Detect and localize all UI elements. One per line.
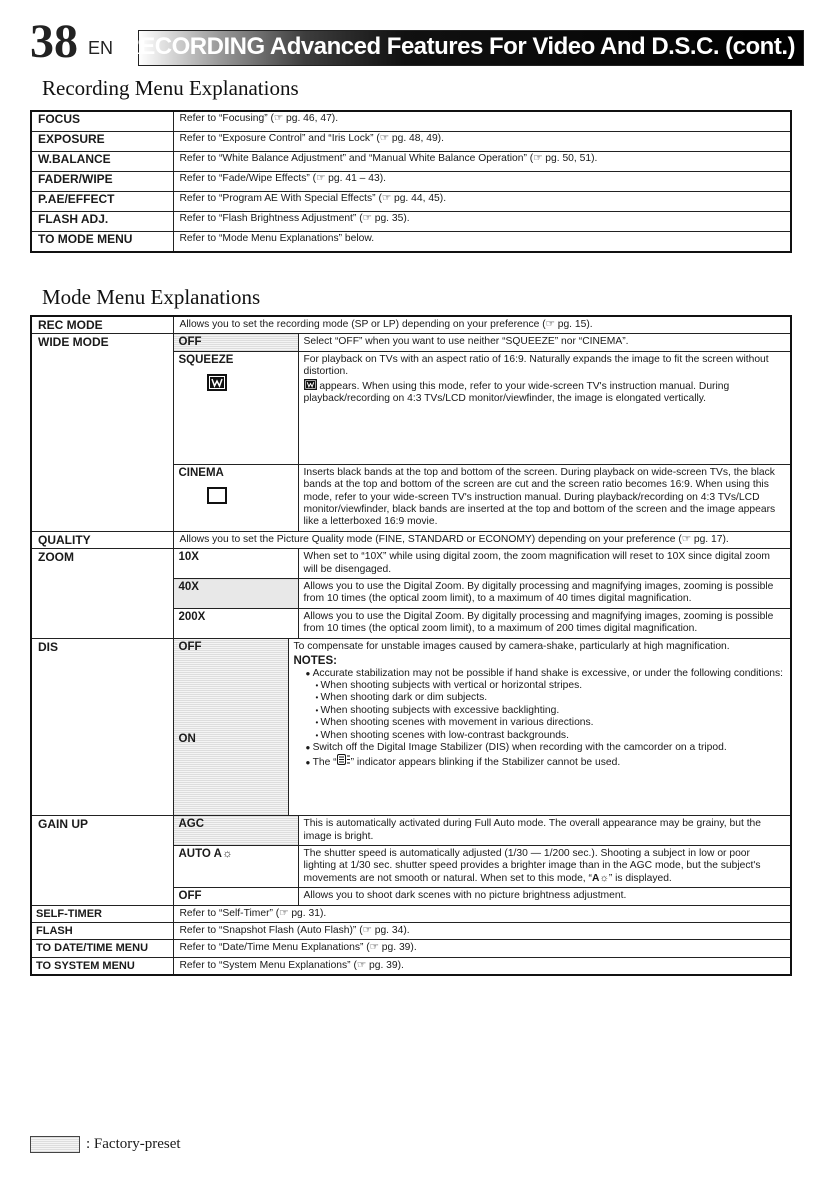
row-text: Refer to “Mode Menu Explanations” below. — [173, 232, 791, 253]
option-label: AUTO — [178, 847, 211, 860]
auto-gain-icon: A☼ — [591, 872, 609, 884]
row-key: FADER/WIPE — [31, 172, 173, 192]
option-text: This is automatically activated during Full Auto mode. The overall appearance may be grainy, but the image is bright. — [298, 816, 790, 845]
option-label: AGC — [174, 816, 299, 845]
option-label: OFF — [174, 334, 299, 351]
note-text: ● Switch off the Digital Image Stabilizer (DIS) when recording with the camcorder on a tripod. — [306, 742, 786, 754]
gain-up-options — [174, 816, 791, 904]
zoom-options — [174, 549, 791, 637]
note-text: ” indicator appears blinking if the Stabilizer cannot be used. — [350, 757, 621, 769]
auto-gain-icon: A☼ — [213, 847, 233, 860]
row-key: TO MODE MENU — [31, 232, 173, 253]
row-key: TO SYSTEM MENU — [31, 957, 173, 975]
row-key: FOCUS — [31, 111, 173, 132]
subnote-item: • When shooting subjects with excessive backlighting. — [316, 705, 786, 717]
row-key: TO DATE/TIME MENU — [31, 940, 173, 957]
section-banner — [122, 30, 804, 66]
table-row — [31, 111, 791, 132]
table-row — [31, 334, 791, 531]
table-row — [31, 316, 791, 334]
row-key: SELF-TIMER — [31, 905, 173, 922]
subnote-item: • When shooting scenes with movement in various directions. — [316, 717, 786, 729]
row-key: EXPOSURE — [31, 132, 173, 152]
row-key: P.AE/EFFECT — [31, 192, 173, 212]
row-text: Refer to “Program AE With Special Effects” (☞ pg. 44, 45). — [173, 192, 791, 212]
row-key: DIS — [31, 638, 173, 815]
row-key: ZOOM — [31, 549, 173, 638]
subnote-item: • When shooting dark or dim subjects. — [316, 692, 786, 704]
option-text: For playback on TVs with an aspect ratio of 16:9. Naturally expands the image to fit the screen without distortion. — [303, 353, 769, 378]
row-text: Refer to “Focusing” (☞ pg. 46, 47). — [173, 111, 791, 132]
squeeze-mode-icon — [304, 379, 317, 390]
table-row — [31, 172, 791, 192]
mode-menu-table — [30, 315, 792, 976]
banner-title: RECORDING Advanced Features For Video And D.S.C. (cont.) — [122, 33, 795, 60]
option-label: SQUEEZE — [178, 353, 234, 366]
notes-list — [294, 668, 786, 770]
table-row — [31, 638, 791, 815]
option-text: Inserts black bands at the top and bottom of the screen. During playback on wide-screen TVs, the black bands at the top and bottom of the screen are cut and the screen ratio becomes 16:9. When using this mode, refer to your wide-screen TV's instruction manual. During playback/recording on 4:3 TVs/LCD monitor/viewfinder, black bands are inserted at the top and bottom of the screen and the image appears like a letterboxed 16:9 movie. — [303, 466, 776, 528]
option-label: 200X — [174, 608, 299, 637]
table-row — [31, 549, 791, 638]
row-text: Refer to “Flash Brightness Adjustment” (☞ pg. 35). — [173, 212, 791, 232]
option-text: Allows you to use the Digital Zoom. By digitally processing and magnifying images, zooming is possible from 10 times (the optical zoom limit), to a maximum of 200 times digital magnification. — [303, 610, 774, 635]
table-row — [31, 232, 791, 253]
row-key: FLASH — [31, 922, 173, 939]
squeeze-mode-icon — [207, 374, 227, 391]
option-label: 40X — [174, 579, 299, 609]
row-key: REC MODE — [31, 316, 173, 334]
cinema-mode-icon — [207, 487, 227, 504]
subnote-item: • When shooting subjects with vertical or horizontal stripes. — [316, 680, 786, 692]
option-label: 10X — [174, 549, 299, 578]
option-text: Allows you to shoot dark scenes with no picture brightness adjustment. — [303, 890, 627, 902]
legend — [30, 1136, 181, 1153]
table-row — [31, 922, 791, 939]
option-label: CINEMA — [178, 466, 224, 479]
hand-shake-icon — [337, 754, 351, 765]
mode-menu-title: Mode Menu Explanations — [42, 285, 261, 309]
row-key: QUALITY — [31, 531, 173, 548]
option-text: The shutter speed is automatically adjusted (1/30 — 1/200 sec.). Shooting a subject in low or poor lighting at 1/30 sec. shutter speed provides a brighter image than in the AGC mode, but the subject's movements are not smooth or natural. When set to this mode, “ — [303, 847, 761, 884]
legend-text: : Factory-preset — [86, 1136, 181, 1152]
language-label: EN — [88, 38, 114, 58]
option-text: Select “OFF” when you want to use neither “SQUEEZE” nor “CINEMA”. — [298, 334, 790, 351]
option-text: appears. When using this mode, refer to your wide-screen TV's instruction manual. During playback/recording on 4:3 TVs/LCD monitor/viewfinder, the image is elongated vertically. — [303, 380, 730, 405]
table-row — [31, 531, 791, 548]
page-number: 38 — [30, 15, 78, 68]
notes-title: NOTES: — [293, 655, 337, 668]
table-row — [31, 940, 791, 957]
option-text: Allows you to use the Digital Zoom. By digitally processing and magnifying images, zooming is possible from 10 times (the optical zoom limit), to a maximum of 40 times digital magnification. — [298, 579, 790, 609]
option-label: OFF — [174, 888, 299, 905]
row-text: Refer to “Snapshot Flash (Auto Flash)” (☞ pg. 34). — [173, 922, 791, 939]
table-row — [31, 192, 791, 212]
table-row — [31, 212, 791, 232]
table-row — [31, 957, 791, 975]
table-row — [31, 152, 791, 172]
row-text: Refer to “Self-Timer” (☞ pg. 31). — [173, 905, 791, 922]
table-row — [31, 816, 791, 905]
row-text: Allows you to set the recording mode (SP or LP) depending on your preference (☞ pg. 15). — [173, 316, 791, 334]
row-text: Refer to “Date/Time Menu Explanations” (☞ pg. 39). — [173, 940, 791, 957]
option-label: OFF — [174, 639, 288, 731]
subnotes-list — [306, 680, 786, 742]
row-text: Refer to “White Balance Adjustment” and “Manual White Balance Operation” (☞ pg. 50, 51). — [173, 152, 791, 172]
row-key: FLASH ADJ. — [31, 212, 173, 232]
recording-menu-table — [30, 110, 792, 253]
note-text: Accurate stabilization may not be possible if hand shake is excessive, or under the following conditions: — [312, 667, 784, 679]
recording-menu-title: Recording Menu Explanations — [42, 76, 299, 100]
option-label: ON — [178, 732, 196, 745]
row-text: Refer to “Exposure Control” and “Iris Lock” (☞ pg. 48, 49). — [173, 132, 791, 152]
row-key: WIDE MODE — [31, 334, 173, 531]
page-header — [30, 15, 802, 68]
row-key: GAIN UP — [31, 816, 173, 905]
table-row — [31, 132, 791, 152]
row-key: W.BALANCE — [31, 152, 173, 172]
option-text: ” is displayed. — [608, 872, 672, 884]
row-text: Allows you to set the Picture Quality mode (FINE, STANDARD or ECONOMY) depending on your preference (☞ pg. 17). — [173, 531, 791, 548]
option-text: When set to “10X” while using digital zoom, the zoom magnification will reset to 10X since digital zoom will be disengaged. — [298, 549, 790, 578]
subnote-item: • When shooting scenes with low-contrast backgrounds. — [316, 730, 786, 742]
note-text: The “ — [312, 757, 337, 769]
wide-mode-options — [174, 334, 791, 530]
factory-preset-swatch — [30, 1136, 80, 1153]
table-row — [31, 905, 791, 922]
row-text: Refer to “System Menu Explanations” (☞ pg. 39). — [173, 957, 791, 975]
row-text: Refer to “Fade/Wipe Effects” (☞ pg. 41 – 43). — [173, 172, 791, 192]
dis-options — [174, 639, 791, 815]
option-text: To compensate for unstable images caused by camera-shake, particularly at high magnification. — [293, 640, 730, 652]
